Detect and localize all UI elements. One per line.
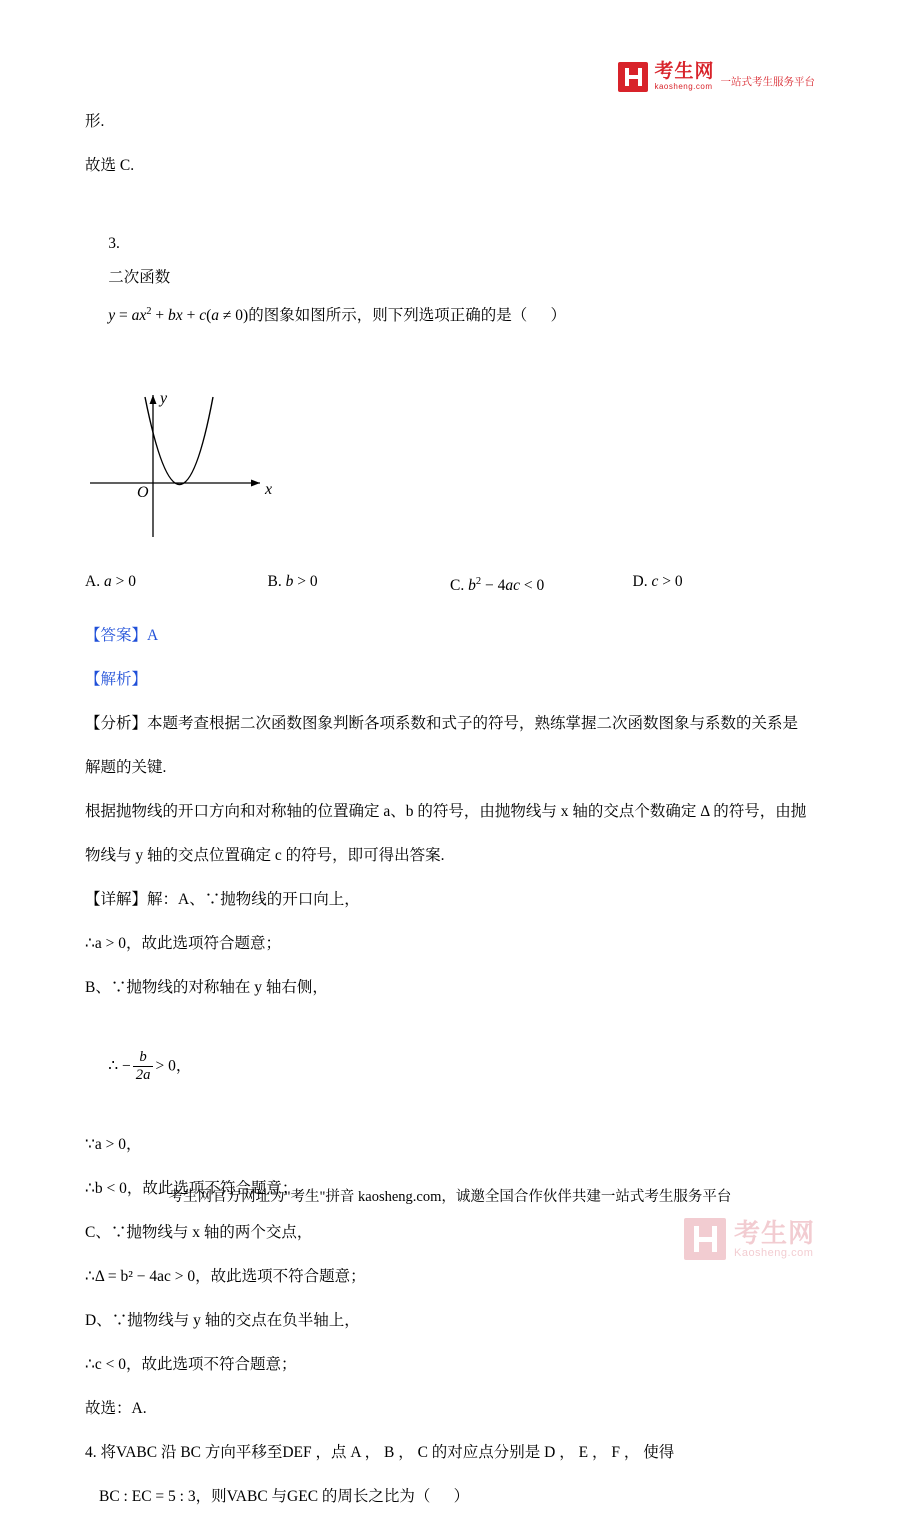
option-b-text: b > 0: [285, 573, 318, 591]
detail-line-8: ∴Δ = b² − 4ac > 0，故此选项不符合题意；: [85, 1267, 366, 1285]
detail-line-1: 【详解】解：A、∵抛物线的开口向上，: [85, 891, 360, 909]
option-d[interactable]: [633, 565, 816, 603]
option-a[interactable]: [85, 565, 268, 603]
footer-kaosheng-logo-icon: [684, 1218, 726, 1260]
option-a-text: a > 0: [103, 573, 136, 591]
analysis-line-1: 【分析】本题考查根据二次函数图象判断各项系数和式子的符号，熟练掌握二次函数图象与系数的关系是: [85, 715, 799, 733]
header-logo-en: kaosheng.com: [654, 82, 713, 92]
question-3-formula: $y = ax^2$ + bx + c(a ≠ 0): [108, 306, 249, 325]
detail-line-7: C、∵抛物线与 x 轴的两个交点，: [85, 1223, 313, 1241]
header-logo-cn: 考生网: [654, 61, 715, 83]
parabola-figure: [85, 377, 815, 559]
question-4-line-1: 4. 将VABC 沿 BC 方向平移至DEF ，点 A ， B ， C 的对应点分别是 D ， E ， F ， 使得: [85, 1443, 675, 1461]
document-content: [85, 0, 815, 1514]
analysis-line-3: 根据抛物线的开口方向和对称轴的位置确定 a、b 的符号，由抛物线与 x 轴的交点个数确定 Δ 的符号，由抛: [85, 803, 807, 821]
question-3-options: [85, 565, 815, 603]
question-4-line-2: BC : EC = 5 : 3，则VABC 与GEC 的周长之比为（ ）: [99, 1487, 470, 1505]
svg-text:x: x: [265, 481, 273, 499]
detail-line-4-suffix: > 0，: [155, 1057, 192, 1075]
footer-logo-cn: 考生网: [733, 1217, 815, 1248]
parabola-figure-svg: [85, 377, 345, 559]
detail-line-2: ∴a > 0，故此选项符合题意；: [85, 935, 281, 953]
option-c-text: $b^2 - 4ac < 0$: [468, 576, 545, 595]
footer-text: 考生网官方网址为"考生"拼音 kaosheng.com，诚邀全国合作伙伴共建一站式考生服务平台: [168, 1189, 732, 1205]
option-c-label: C.: [450, 577, 465, 595]
svg-text:O: O: [137, 484, 149, 502]
detail-line-9: D、∵抛物线与 y 轴的交点在负半轴上，: [85, 1311, 360, 1329]
detail-line-3: B、∵抛物线的对称轴在 y 轴右侧，: [85, 979, 328, 997]
footer-logo: [684, 1218, 815, 1260]
question-3-text-a: 二次函数: [108, 269, 171, 286]
answer-label: 【答案】A: [85, 627, 159, 645]
question-3-number: 3.: [108, 235, 120, 252]
text-line-shape: 形.: [85, 113, 105, 130]
option-a-label: A.: [85, 573, 101, 591]
fraction-denominator: 2a: [135, 1066, 151, 1083]
detail-line-4: [85, 1015, 815, 1117]
fraction-numerator: b: [139, 1049, 147, 1066]
analysis-line-4: 物线与 y 轴的交点位置确定 c 的符号，即可得出答案.: [85, 847, 445, 865]
detail-line-11: 故选：A.: [85, 1399, 147, 1417]
option-b-label: B.: [267, 573, 282, 591]
option-c[interactable]: [450, 565, 633, 603]
footer-logo-text: [734, 1219, 815, 1260]
option-d-text: c > 0: [651, 573, 683, 591]
detail-line-4-prefix: ∴ −: [108, 1057, 131, 1075]
footer-logo-en: Kaosheng.com: [733, 1247, 814, 1260]
question-3-stem: [85, 193, 815, 367]
option-d-label: D.: [632, 573, 648, 591]
detail-line-6: ∴b < 0，故此选项不符合题意；: [85, 1179, 298, 1197]
svg-text:y: y: [160, 390, 168, 408]
analysis-line-2: 解题的关键.: [85, 759, 167, 777]
header-slogan: 一站式考生服务平台: [720, 76, 815, 88]
fraction-b-over-2a: [133, 1049, 154, 1083]
analysis-label: 【解析】: [85, 671, 148, 689]
detail-line-5: ∵a > 0，: [85, 1135, 142, 1153]
option-b[interactable]: [268, 565, 451, 603]
text-line-answer-c: 故选 C.: [85, 157, 135, 174]
detail-line-10: ∴c < 0，故此选项不符合题意；: [85, 1355, 297, 1373]
question-3-text-b: 的图象如图所示，则下列选项正确的是（ ）: [248, 307, 566, 325]
